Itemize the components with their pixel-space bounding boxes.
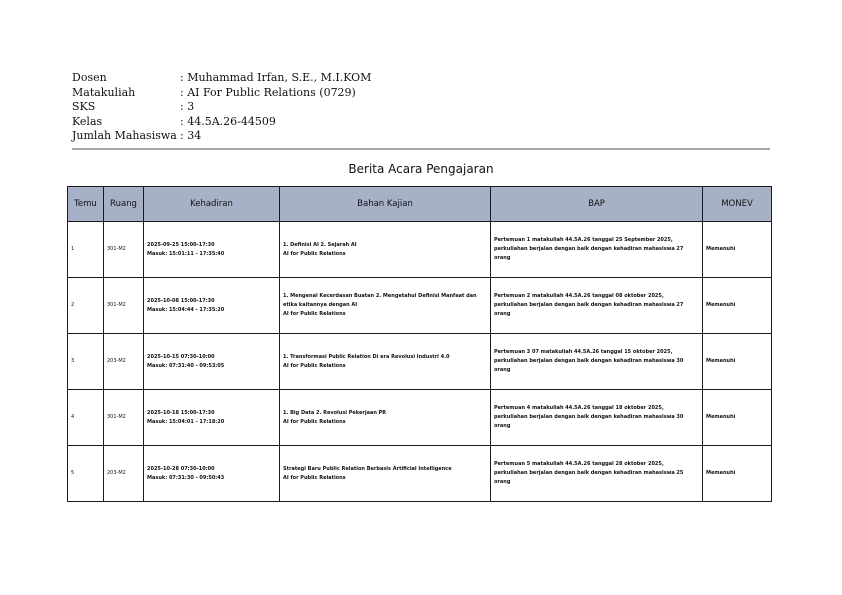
cell-ruang: 301-M2 <box>104 390 144 446</box>
bahan-topic: 1. Big Data 2. Revolusi Pekerjaan PR <box>283 409 387 416</box>
info-label: Dosen <box>72 71 107 84</box>
kehadiran-schedule: 2025-10-15 07:30-10:00 <box>147 353 215 360</box>
cell-ruang: 203-M2 <box>104 334 144 390</box>
info-row-jumlah-mahasiswa <box>72 129 371 144</box>
kehadiran-masuk: Masuk: 07:31:30 - 09:50:43 <box>147 474 225 481</box>
kehadiran-schedule: 2025-10-08 15:00-17:30 <box>147 297 215 304</box>
bap-table <box>67 186 772 502</box>
kehadiran-masuk: Masuk: 07:31:40 - 09:53:05 <box>147 362 225 369</box>
bahan-course: AI for Public Relations <box>283 362 346 369</box>
cell-bap: Pertemuan 5 matakuliah 44.5A.26 tanggal 28 oktober 2025, perkuliahan berjalan dengan baik dengan kehadiran mahasiswa 25 orang <box>491 446 703 502</box>
header-bahan-kajian: Bahan Kajian <box>280 187 491 222</box>
cell-bahan-kajian <box>280 334 491 390</box>
info-label: SKS <box>72 100 96 113</box>
info-value: : 3 <box>180 100 195 113</box>
bahan-topic: 1. Definisi AI 2. Sejarah AI <box>283 241 357 248</box>
info-label: Matakuliah <box>72 85 136 99</box>
cell-monev: Memenuhi <box>703 390 772 446</box>
table-row <box>68 446 772 502</box>
info-value: : AI For Public Relations (0729) <box>180 85 356 99</box>
table-row <box>68 222 772 278</box>
cell-bap: Pertemuan 1 matakuliah 44.5A.26 tanggal 25 September 2025, perkuliahan berjalan dengan baik dengan kehadiran mahasiswa 27 orang <box>491 222 703 278</box>
cell-kehadiran <box>144 390 280 446</box>
cell-bahan-kajian <box>280 446 491 502</box>
cell-temu: 5 <box>68 446 104 502</box>
header-temu: Temu <box>68 187 104 222</box>
kehadiran-schedule: 2025-09-25 15:00-17:30 <box>147 241 215 248</box>
info-row-dosen <box>72 71 371 86</box>
table-row <box>68 390 772 446</box>
cell-bahan-kajian <box>280 278 491 334</box>
info-value: : Muhammad Irfan, S.E., M.I.KOM <box>180 71 372 84</box>
course-info <box>72 71 371 144</box>
kehadiran-masuk: Masuk: 15:01:11 - 17:35:40 <box>147 250 225 257</box>
bahan-topic: Strategi Baru Public Relation Berbasis Artificial Intelligence <box>283 465 452 472</box>
cell-kehadiran <box>144 278 280 334</box>
kehadiran-schedule: 2025-10-18 15:00-17:30 <box>147 409 215 416</box>
cell-monev: Memenuhi <box>703 278 772 334</box>
kehadiran-masuk: Masuk: 15:04:01 - 17:18:20 <box>147 418 225 425</box>
info-label: Jumlah Mahasiswa <box>72 129 177 142</box>
document-title: Berita Acara Pengajaran <box>348 162 494 176</box>
cell-temu: 1 <box>68 222 104 278</box>
cell-ruang: 203-M2 <box>104 446 144 502</box>
bahan-course: AI for Public Relations <box>283 250 346 257</box>
info-row-matakuliah <box>72 86 371 101</box>
table-row <box>68 278 772 334</box>
header-kehadiran: Kehadiran <box>144 187 280 222</box>
info-row-sks <box>72 100 371 115</box>
cell-monev: Memenuhi <box>703 334 772 390</box>
cell-kehadiran <box>144 446 280 502</box>
cell-temu: 2 <box>68 278 104 334</box>
cell-bahan-kajian <box>280 222 491 278</box>
info-value: : 44.5A.26-44509 <box>180 114 276 128</box>
bahan-course: AI for Public Relations <box>283 474 346 481</box>
kehadiran-masuk: Masuk: 15:04:44 - 17:35:20 <box>147 306 225 313</box>
header-bap: BAP <box>491 187 703 222</box>
table-row <box>68 334 772 390</box>
info-label: Kelas <box>72 114 103 128</box>
cell-monev: Memenuhi <box>703 222 772 278</box>
cell-ruang: 301-M2 <box>104 278 144 334</box>
bahan-topic: 1. Mengenal Kecerdasan Buatan 2. Mengetahui Definisi Manfaat dan etika kaitannya dengan AI <box>283 293 477 308</box>
cell-bap: Pertemuan 3 07 matakuliah 44.5A.26 tanggal 15 oktober 2025, perkuliahan berjalan dengan baik dengan kehadiran mahasiswa 30 orang <box>491 334 703 390</box>
cell-temu: 4 <box>68 390 104 446</box>
cell-bap: Pertemuan 2 matakuliah 44.5A.26 tanggal 08 oktober 2025, perkuliahan berjalan dengan baik dengan kehadiran mahasiswa 27 orang <box>491 278 703 334</box>
table-header-row <box>68 187 772 222</box>
cell-temu: 3 <box>68 334 104 390</box>
header-ruang: Ruang <box>104 187 144 222</box>
info-value: : 34 <box>180 129 202 142</box>
bahan-topic: 1. Transformasi Public Relation Di era Revolusi Industri 4.0 <box>283 353 450 360</box>
cell-bap: Pertemuan 4 matakuliah 44.5A.26 tanggal 18 oktober 2025, perkuliahan berjalan dengan baik dengan kehadiran mahasiswa 30 orang <box>491 390 703 446</box>
header-monev: MONEV <box>703 187 772 222</box>
cell-kehadiran <box>144 334 280 390</box>
cell-ruang: 301-M2 <box>104 222 144 278</box>
kehadiran-schedule: 2025-10-28 07:30-10:00 <box>147 465 215 472</box>
cell-kehadiran <box>144 222 280 278</box>
info-row-kelas <box>72 115 371 130</box>
cell-monev: Memenuhi <box>703 446 772 502</box>
cell-bahan-kajian <box>280 390 491 446</box>
header-divider <box>72 148 770 150</box>
bahan-course: AI for Public Relations <box>283 311 346 317</box>
bahan-course: AI for Public Relations <box>283 418 346 425</box>
